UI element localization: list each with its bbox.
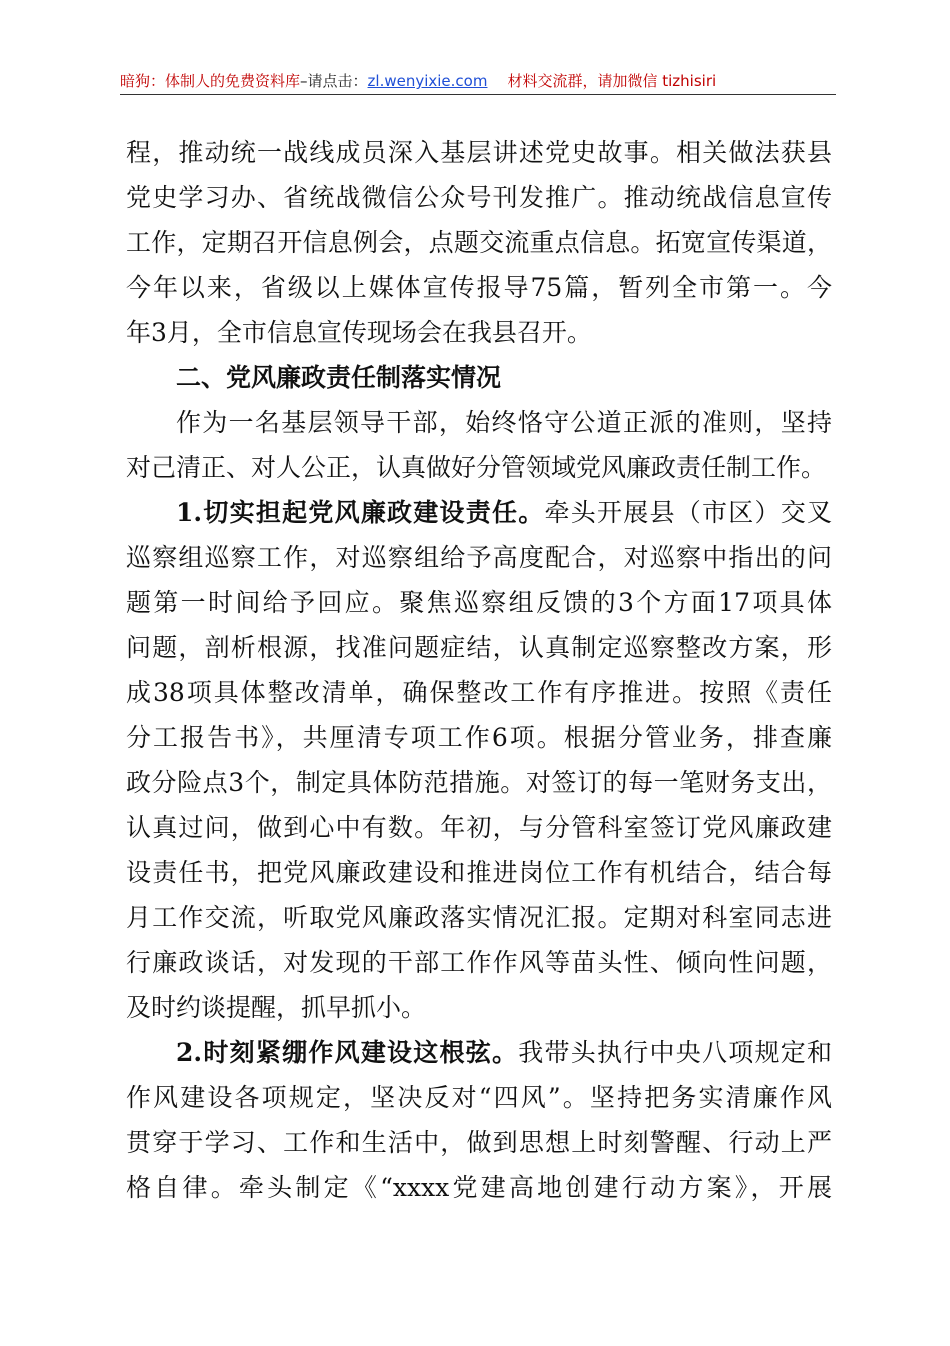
- item-first-line: [126, 1030, 832, 1075]
- paragraph-line: 设责任书，把党风廉政建设和推进岗位工作有机结合，结合每: [126, 858, 832, 887]
- paragraph-line: 行廉政谈话，对发现的干部工作作风等苗头性、倾向性问题，: [126, 948, 832, 977]
- document-body: [126, 130, 832, 1210]
- header-contact-text: 材料交流群，请加微信 tizhisiri: [507, 72, 717, 90]
- paragraph-line: 程，推动统一战线成员深入基层讲述党史故事。相关做法获县: [126, 138, 832, 167]
- header-link[interactable]: zl.wenyixie.com: [367, 72, 488, 90]
- header-rule: [120, 94, 836, 95]
- page-header: [120, 70, 836, 92]
- header-source-label: 暗狗：体制人的免费资料库: [120, 72, 301, 90]
- paragraph-line: 问题，剖析根源，找准问题症结，认真制定巡察整改方案，形: [126, 633, 832, 662]
- item-title: 1.切实担起党风廉政建设责任。: [176, 498, 545, 527]
- paragraph-line: 格自律。牵头制定《“xxxx党建高地创建行动方案》，开展: [126, 1173, 832, 1202]
- paragraph-line: 对己清正、对人公正，认真做好分管领域党风廉政责任制工作。: [126, 453, 827, 482]
- paragraph-line: 工作，定期召开信息例会，点题交流重点信息。拓宽宣传渠道，: [126, 228, 832, 257]
- paragraph-line: 认真过问，做到心中有数。年初，与分管科室签订党风廉政建: [126, 813, 832, 842]
- paragraph-line: 作风建设各项规定，坚决反对“四风”。坚持把务实清廉作风: [126, 1083, 832, 1112]
- paragraph-line: 今年以来，省级以上媒体宣传报导75篇，暂列全市第一。今: [126, 273, 832, 302]
- paragraph-line: 巡察组巡察工作，对巡察组给予高度配合，对巡察中指出的问: [126, 543, 832, 572]
- item-text: 牵头开展县（市区）交叉: [544, 498, 832, 527]
- paragraph-line: 月工作交流，听取党风廉政落实情况汇报。定期对科室同志进: [126, 903, 832, 932]
- paragraph-line: 题第一时间给予回应。聚焦巡察组反馈的3个方面17项具体: [126, 588, 832, 617]
- section-heading: 二、党风廉政责任制落实情况: [176, 363, 502, 392]
- header-click-prompt: –请点击：: [300, 72, 368, 90]
- paragraph-line: 及时约谈提醒，抓早抓小。: [126, 993, 427, 1022]
- item-text: 我带头执行中央八项规定和: [518, 1038, 832, 1067]
- paragraph-line: 作为一名基层领导干部，始终恪守公道正派的准则，坚持: [176, 408, 832, 437]
- paragraph-line: 分工报告书》，共厘清专项工作6项。根据分管业务，排查廉: [126, 723, 832, 752]
- item-title: 2.时刻紧绷作风建设这根弦。: [176, 1038, 519, 1067]
- paragraph-line: 成38项具体整改清单，确保整改工作有序推进。按照《责任: [126, 678, 832, 707]
- paragraph-line: 党史学习办、省统战微信公众号刊发推广。推动统战信息宣传: [126, 183, 832, 212]
- paragraph-line: 贯穿于学习、工作和生活中，做到思想上时刻警醒、行动上严: [126, 1128, 832, 1157]
- paragraph-line: 年3月，全市信息宣传现场会在我县召开。: [126, 318, 592, 347]
- paragraph-line: 政分险点3个，制定具体防范措施。对签订的每一笔财务支出，: [126, 768, 832, 797]
- item-first-line: [126, 490, 832, 535]
